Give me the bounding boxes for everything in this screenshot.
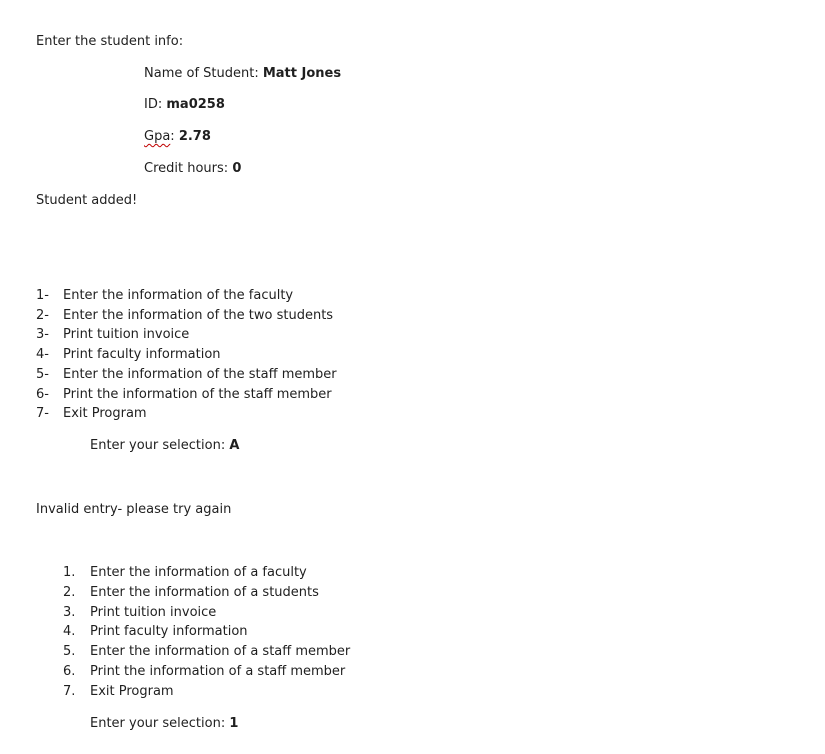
menu1-item bbox=[36, 307, 333, 325]
menu2-item bbox=[63, 683, 174, 701]
invalid-entry-message: Invalid entry- please try again bbox=[36, 502, 232, 517]
student-name-value: Matt Jones bbox=[262, 66, 342, 81]
menu2-selection-line bbox=[90, 715, 238, 733]
student-credit-value: 0 bbox=[232, 161, 242, 176]
menu1-item-number: 1- bbox=[36, 288, 49, 303]
menu2-item-number: 1. bbox=[63, 565, 76, 580]
menu1-item-number: 2- bbox=[36, 308, 49, 323]
student-added-message: Student added! bbox=[36, 193, 138, 208]
menu1-item-number: 5- bbox=[36, 367, 49, 382]
menu1-selection-value: A bbox=[229, 438, 240, 453]
menu2-item-label: Print faculty information bbox=[90, 624, 248, 639]
menu1-item bbox=[36, 346, 221, 364]
menu1-item-number: 7- bbox=[36, 406, 49, 421]
menu2-item bbox=[63, 663, 345, 681]
student-gpa-line bbox=[144, 128, 211, 146]
menu1-item-label: Enter the information of the two students bbox=[63, 308, 334, 323]
menu1-selection-label: Enter your selection: bbox=[90, 438, 226, 453]
menu1-item-label: Exit Program bbox=[63, 406, 147, 421]
menu1-item-label: Print faculty information bbox=[63, 347, 221, 362]
menu2-item-number: 7. bbox=[63, 684, 76, 699]
menu1-item-label: Print the information of the staff member bbox=[63, 387, 332, 402]
student-name-label: Name of Student: bbox=[144, 66, 259, 81]
menu1-selection-line bbox=[90, 437, 239, 455]
student-credit-label: Credit hours: bbox=[144, 161, 229, 176]
menu2-item bbox=[63, 643, 350, 661]
menu1-item-label: Print tuition invoice bbox=[63, 327, 190, 342]
menu2-item-number: 3. bbox=[63, 605, 76, 620]
menu1-item bbox=[36, 386, 332, 404]
menu1-item bbox=[36, 326, 189, 344]
menu2-selection-value: 1 bbox=[229, 716, 239, 731]
menu2-item-label: Print the information of a staff member bbox=[90, 664, 346, 679]
menu1-item-label: Enter the information of the faculty bbox=[63, 288, 294, 303]
menu2-selection-label: Enter your selection: bbox=[90, 716, 226, 731]
menu1-item bbox=[36, 366, 337, 384]
student-gpa-value: 2.78 bbox=[178, 129, 211, 144]
menu2-item-number: 5. bbox=[63, 644, 76, 659]
student-name-line bbox=[144, 65, 341, 83]
menu2-item bbox=[63, 564, 307, 582]
menu2-item bbox=[63, 604, 216, 622]
student-gpa-label: Gpa bbox=[144, 129, 171, 144]
student-id-line bbox=[144, 96, 225, 114]
menu2-item-label: Enter the information of a students bbox=[90, 585, 319, 600]
menu2-item bbox=[63, 584, 319, 602]
menu1-item bbox=[36, 287, 293, 305]
menu2-item-number: 4. bbox=[63, 624, 76, 639]
menu2-item-number: 6. bbox=[63, 664, 76, 679]
menu2-item-label: Exit Program bbox=[90, 684, 174, 699]
menu1-item-number: 6- bbox=[36, 387, 49, 402]
student-gpa-colon: : bbox=[170, 129, 175, 144]
student-id-value: ma0258 bbox=[166, 97, 225, 112]
menu2-item-number: 2. bbox=[63, 585, 76, 600]
menu2-item-label: Enter the information of a faculty bbox=[90, 565, 307, 580]
menu1-item-number: 3- bbox=[36, 327, 49, 342]
menu1-item-number: 4- bbox=[36, 347, 49, 362]
menu1-item bbox=[36, 405, 147, 423]
menu1-item-label: Enter the information of the staff member bbox=[63, 367, 337, 382]
menu2-item-label: Enter the information of a staff member bbox=[90, 644, 351, 659]
menu2-item-label: Print tuition invoice bbox=[90, 605, 217, 620]
student-credit-line bbox=[144, 160, 241, 178]
student-id-label: ID: bbox=[144, 97, 163, 112]
student-info-prompt: Enter the student info: bbox=[36, 34, 184, 49]
menu2-item bbox=[63, 623, 248, 641]
